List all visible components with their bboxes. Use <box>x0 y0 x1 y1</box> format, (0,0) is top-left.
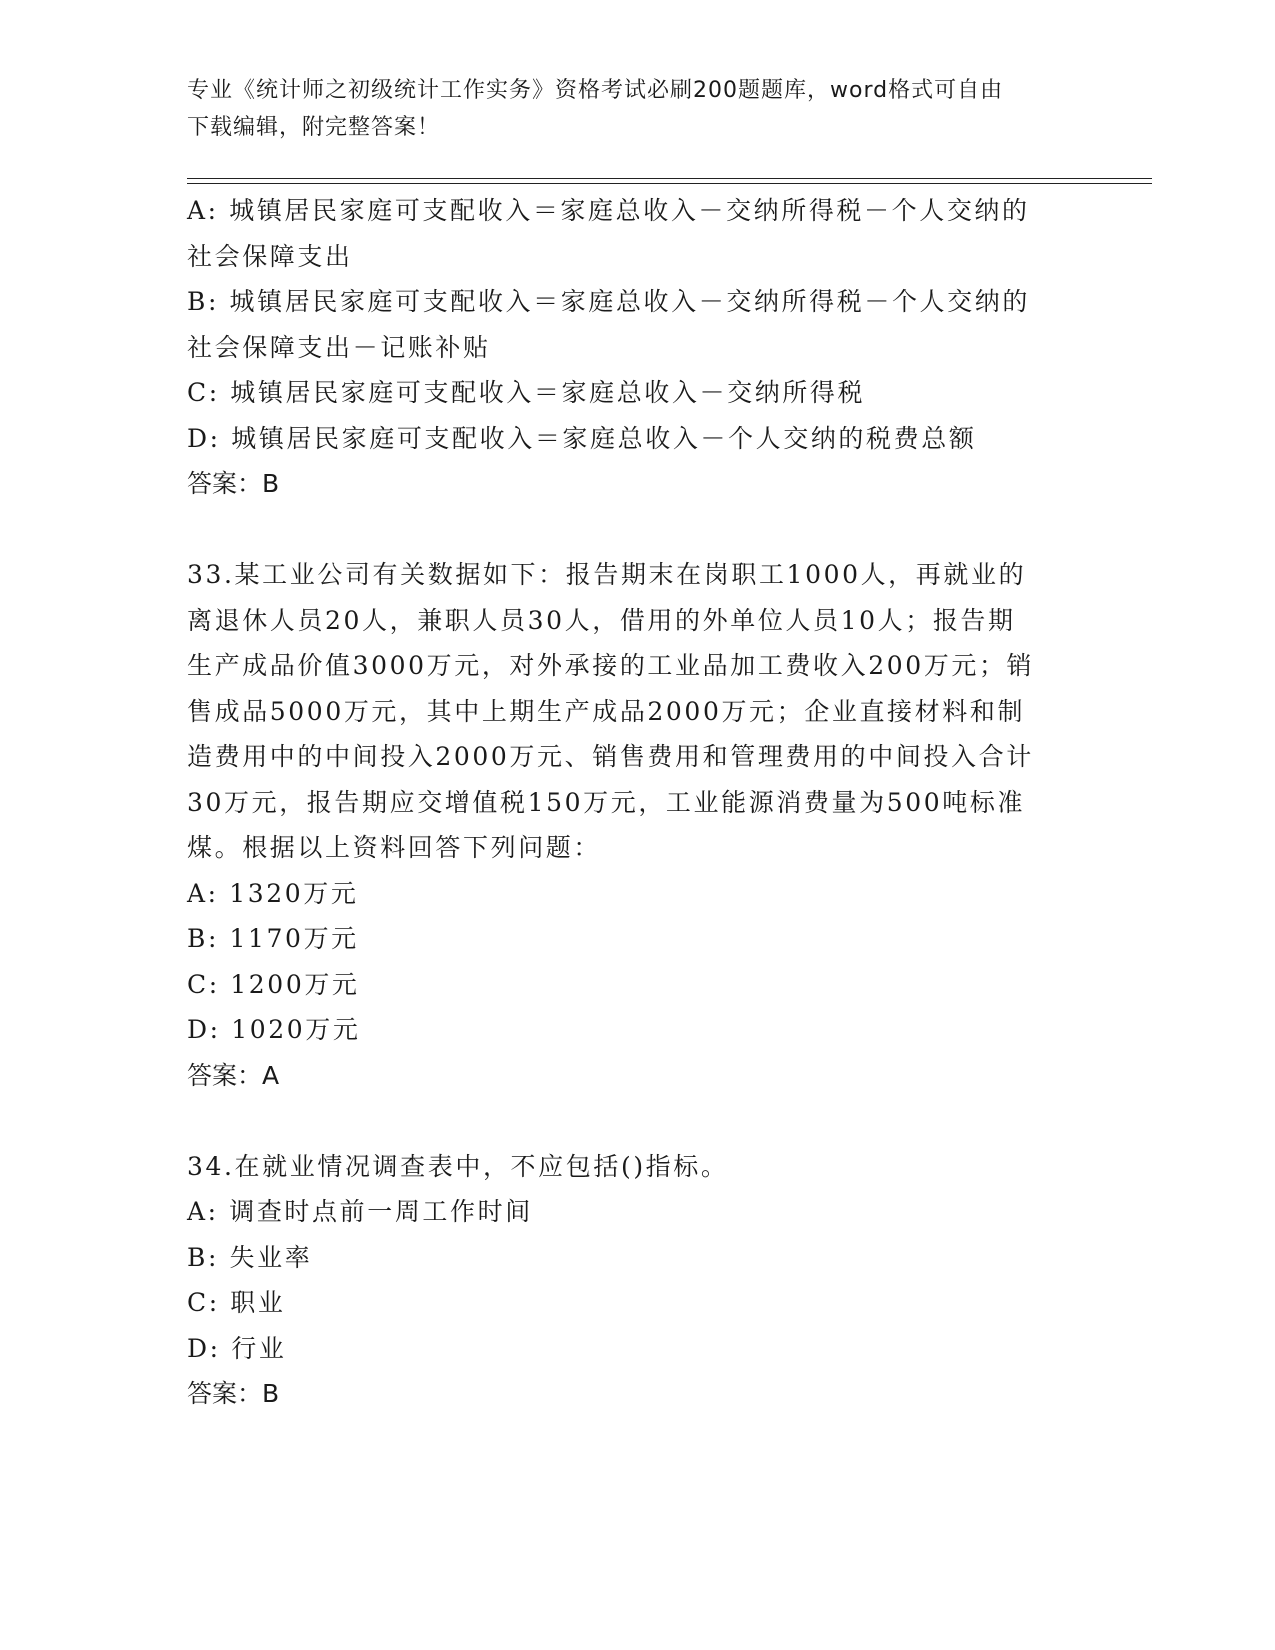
document-header <box>187 72 1087 146</box>
spacer <box>187 507 1087 553</box>
question-stem-line: 33.某工业公司有关数据如下：报告期末在岗职工1000人，再就业的 <box>187 560 1027 589</box>
question-stem-line: 煤。根据以上资料回答下列问题： <box>187 833 602 862</box>
question-stem: 34.在就业情况调查表中，不应包括()指标。 <box>187 1151 729 1181</box>
header-divider <box>187 178 1152 184</box>
header-line-2: 下载编辑，附完整答案！ <box>187 115 441 140</box>
question-stem-line: 售成品5000万元，其中上期生产成品2000万元；企业直接材料和制 <box>187 696 1026 726</box>
question-34-block <box>187 1144 1087 1417</box>
question-33-block <box>187 552 1087 1098</box>
option-a: A: 调查时点前一周工作时间 <box>187 1197 533 1226</box>
option-c: C: 职业 <box>187 1288 286 1317</box>
question-stem-line: 生产成品价值3000万元，对外承接的工业品加工费收入200万元；销 <box>187 651 1035 680</box>
question-32-block <box>187 188 1087 507</box>
option-c: C: 城镇居民家庭可支配收入＝家庭总收入－交纳所得税 <box>187 378 866 407</box>
option-c: C: 1200万元 <box>187 969 360 999</box>
option-b-line-2: 社会保障支出－记账补贴 <box>187 332 491 362</box>
header-line-1: 专业《统计师之初级统计工作实务》资格考试必刷200题题库，word格式可自由 <box>187 78 1004 103</box>
option-a: A: 1320万元 <box>187 878 359 908</box>
question-stem-line: 30万元，报告期应交增值税150万元，工业能源消费量为500吨标准 <box>187 787 1026 817</box>
option-b: B: 失业率 <box>187 1242 313 1272</box>
answer: 答案：A <box>187 1060 280 1090</box>
option-d: D: 1020万元 <box>187 1015 361 1044</box>
option-a-line-2: 社会保障支出 <box>187 241 353 271</box>
answer: 答案：B <box>187 1379 280 1408</box>
option-d: D: 城镇居民家庭可支配收入＝家庭总收入－个人交纳的税费总额 <box>187 423 977 453</box>
option-d: D: 行业 <box>187 1333 287 1363</box>
spacer <box>187 1098 1087 1144</box>
document-body <box>187 188 1087 1417</box>
question-stem-line: 造费用中的中间投入2000万元、销售费用和管理费用的中间投入合计 <box>187 742 1034 771</box>
option-a-line-1: A: 城镇居民家庭可支配收入＝家庭总收入－交纳所得税－个人交纳的 <box>187 196 1030 225</box>
answer: 答案：B <box>187 469 280 498</box>
question-stem-line: 离退休人员20人，兼职人员30人，借用的外单位人员10人；报告期 <box>187 605 1016 635</box>
option-b: B: 1170万元 <box>187 924 359 953</box>
option-b-line-1: B: 城镇居民家庭可支配收入＝家庭总收入－交纳所得税－个人交纳的 <box>187 287 1030 316</box>
